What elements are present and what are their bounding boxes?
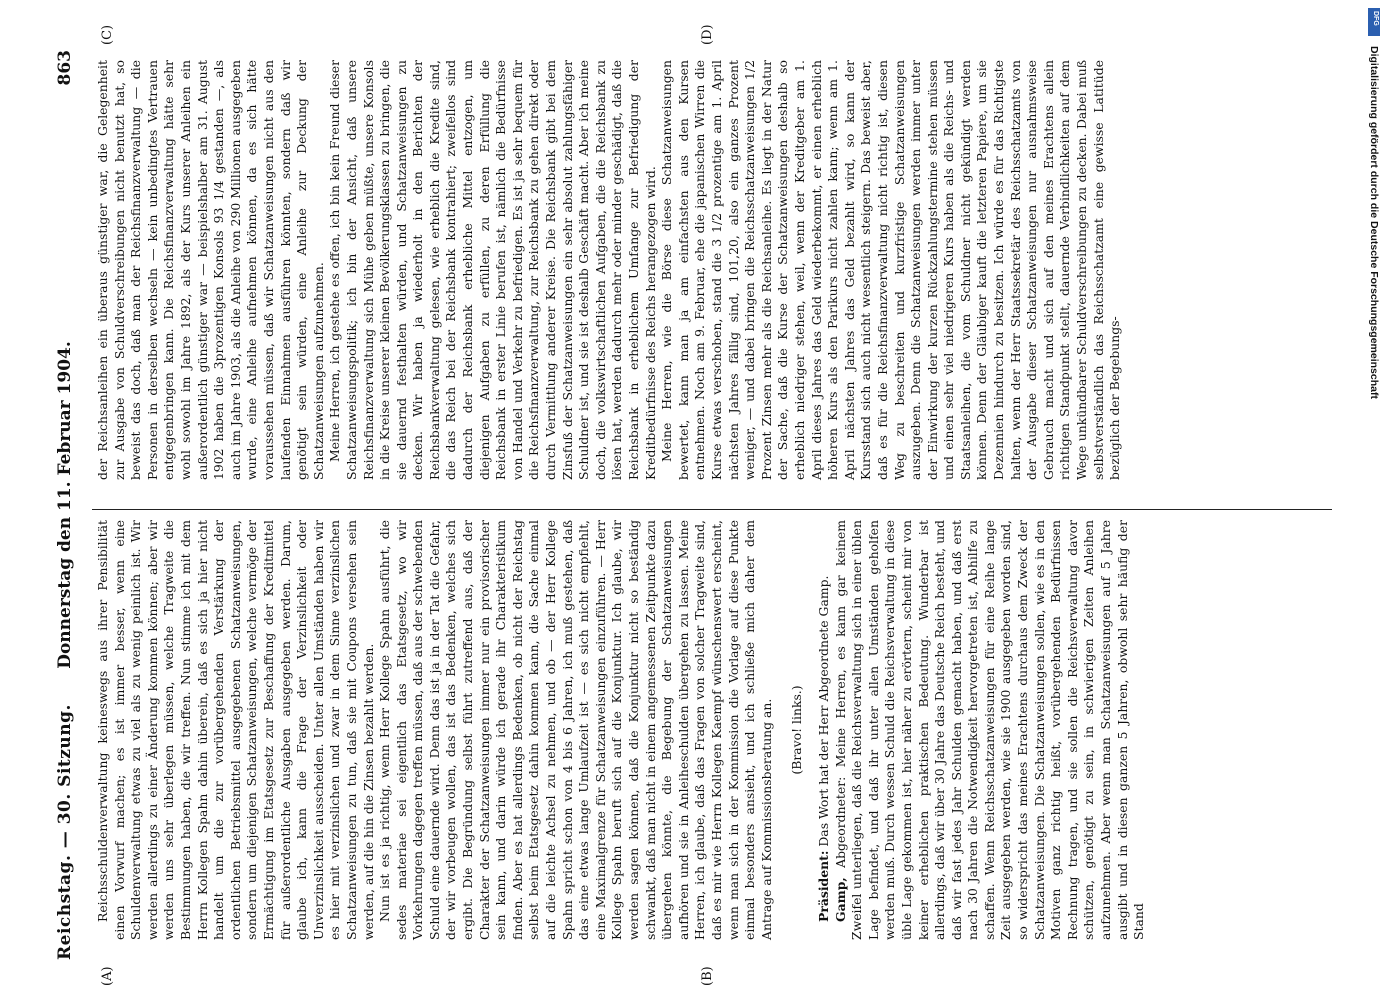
president-label: Präsident:: [815, 850, 831, 922]
header-date: Donnerstag den 11. Februar 1904.: [55, 341, 75, 669]
credit-text: Digitalisierung gefördert durch die Deutsche Forschungsgemeinschaft: [1368, 46, 1380, 399]
paragraph: der Reichsanleihen ein überaus günstiger war, die Gelegenheit zur Ausgabe von Schuldverschreibungen nicht benutzt hat, so beweist das doch, daß man der Reichsfinanzverwaltung — die Personen in derselben wechseln — kein unbedingtes Vertrauen entgegenbringen kann. Die Reichsfinanzverwaltung hätte sehr wohl sowohl im Jahre 1892, als der Kurs unserer Anleihen ein außerordentlich günstiger war — beispielshalber am 31. August 1902 haben die 3prozentigen Konsols 93 1/4 gestanden —, als auch im Jahre 1903, als die Anleihe von 290 Millionen ausgegeben wurde, eine Anleihe aufnehmen können, da es sich hätte voraussehen müssen, daß wir Schatzanweisungen nicht aus den laufenden Einnahmen ausführen könnten, sondern daß wir genötigt sein würden, eine Anleihe zur Deckung der Schatzanweisungen aufzunehmen.: [95, 60, 326, 480]
applause-note: (Bravo! links.): [789, 685, 805, 775]
paragraph: Meine Herren, ich gestehe es offen, ich bin kein Freund dieser Schatzanweisungspolitik; ich bin der Ansicht, daß unsere Reichsfinanzverwaltung sich Mühe geben müßte, unsere Konsols in die Kreise unserer kleinen Bevölkerungsklassen zu bringen, die sie dauernd festhalten würden, und Schatzanweisungen zu decken. Wir haben ja wiederholt in den Berichten der Reichsbankverwaltung gelesen, wie erheblich die Kredite sind, die das Reich bei der Reichsbank kontrahiert; zweifellos sind dadurch der Reichsbank erhebliche Mittel entzogen, um diejenigen Aufgaben zu erfüllen, zu deren Erfüllung die Reichsbank in erster Linie berufen ist, nämlich die Bedürfnisse von Handel und Verkehr zu befriedigen. Es ist ja sehr bequem für die Reichsfinanzverwaltung, zur Reichsbank zu gehen direkt oder durch Vermittlung anderer Kreise. Die Reichsbank gibt bei dem Zinsfuß der Schatzanweisungen ein sehr absolut zahlungsfähiger Schuldner ist, und sie ist deshalb Geschäft macht. Aber ich meine doch, die volkswirtschaftlichen Aufgaben, die die Reichsbank zu lösen hat, werden dadurch mehr oder minder geschädigt, daß die Reichsbank in erheblichem Umfange zur Befriedigung der Kreditbedürfnisse des Reichs herangezogen wird.: [327, 60, 658, 480]
column-left: [95, 520, 1148, 940]
speaker-text: Abgeordneter: Meine Herren, es kann gar keinem Zweifel unterliegen, daß die Reichsverwaltung sich in einer üblen Lage befindet, und daß ihr unter allen Umständen geholfen werden muß. Durch wessen Schuld die Reichsverwaltung in diese üble Lage gekommen ist, hier näher zu erörtern, scheint mir von keiner erheblichen praktischen Bedeutung. Wunderbar ist allerdings, daß wir über 30 Jahre das Deutsche Reich besteht, und daß wir fast jedes Jahr Schulden gemacht haben, und daß erst nach 30 Jahren die Notwendigkeit hervorgetreten ist, Abhilfe zu schaffen. Wenn Reichsschatzanweisungen für eine Reihe lange Zeit ausgegeben werden, wie sie 1900 ausgegeben worden sind, so widerspricht das meines Erachtens durchaus dem Zweck der Schatzanweisungen. Die Schatzanweisungen sollen, wie es in den Motiven ganz richtig heißt, vorübergehenden Bedürfnissen Rechnung tragen, und sie sollen die Reichsverwaltung davor schützen, genötigt zu sein, in schwierigen Zeiten Anleihen aufzunehmen. Aber wenn man Schatzanweisungen auf 5 Jahre ausgibt und in diesen ganzen 5 Jahren, obwohl sehr häufig der Stand: [832, 520, 1147, 940]
speaker-label: Gamp,: [832, 877, 848, 922]
margin-marker-d: (D): [700, 24, 715, 45]
page-number: 863: [55, 50, 75, 86]
president-text: Das Wort hat der Herr Abgeordnete Gamp.: [815, 575, 831, 847]
paragraph: Meine Herren, wie die Börse diese Schatzanweisungen bewertet, kann man ja am einfachsten aus den Kursen entnehmen. Noch am 9. Februar, ehe die japanischen Wirren die Kurse etwas verschoben, stand die 3 1/2 prozentige am 1. April nächsten Jahres fällig sind, 101,20, also ein ganzes Prozent weniger, — und dabei bringen die Reichsschatzanweisungen 1/2 Prozent Zinsen mehr als die Reichsanleihe. Es liegt in der Natur der Sache, daß die Kurse der Schatzanweisungen deshalb so erheblich niedriger stehen, weil, wenn der Kreditgeber am 1. April dieses Jahres das Geld wiederbekommt, er einen erheblich höheren Kurs als den Parikurs nicht zahlen kann; wenn am 1. April nächsten Jahres das Geld bezahlt wird, so kann der Kursstand sich auch nicht wesentlich steigern. Das beweist aber, daß es für die Reichsfinanzverwaltung nicht richtig ist, diesen Weg zu beschreiten und kurzfristige Schatzanweisungen auszugeben. Denn die Schatzanweisungen werden immer unter der Einwirkung der kurzen Rückzahlungstermine stehen müssen und einen sehr viel niedrigeren Kurs haben als die Reichs- und Staatsanleihen, die vom Schuldner nicht gekündigt werden können. Denn der Gläubiger kauft die letzteren Papiere, um sie Dezennien hindurch zu besitzen. Ich würde es für das Richtigste halten, wenn der Herr Staatssekretär des Reichsschatzamts von der Ausgabe dieser Schatzanweisungen nur ausnahmsweise Gebrauch macht und sich auf den meines Erachtens allein richtigen Standpunkt stellt, dauernde Verbindlichkeiten auf dem Wege unkündbarer Schuldverschreibungen zu decken. Dabei muß selbstverständlich das Reichsschatzamt eine gewisse Latitüde bezüglich der Begebungs-: [659, 60, 1123, 480]
margin-marker-a: (A): [100, 966, 115, 986]
column-divider: [92, 509, 1332, 510]
header-session: Reichstag. — 30. Sitzung.: [55, 704, 75, 960]
president-line: [816, 520, 833, 940]
margin-marker-b: (B): [700, 966, 715, 986]
column-right: [95, 60, 1124, 480]
dfg-logo-text: DFG: [1372, 11, 1379, 26]
digitization-credit: [1366, 6, 1380, 726]
paragraph: Reichsschuldenverwaltung keineswegs aus ihrer Pensibilität einen Vorwurf machen; es ist immer besser, wenn eine Schuldenverwaltung etwas zu viel als zu wenig peinlich ist. Wir werden allerdings zu einer Änderung kommen können; aber wir werden uns sehr überlegen müssen, welche Tragweite die Bestimmungen haben, die wir treffen. Nun stimme ich mit dem Herrn Kollegen Spahn dahin überein, daß es sich ja hier nicht handelt um die zur vorübergehenden Verstärkung der ordentlichen Betriebsmittel ausgegebenen Schatzanweisungen, sondern um diejenigen Schatzanweisungen, welche vermöge der Ermächtigung im Etatsgesetz zur Beschaffung der Kreditmittel für außerordentliche Ausgaben ausgegeben werden. Darum, glaube ich, kann die Frage der Verzinslichkeit oder Unverzinslichkeit ausscheiden. Unter allen Umständen haben wir es hier mit verzinslichen und zwar in dem Sinne verzinslichen Schatzanweisungen zu tun, daß sie mit Coupons versehen sein werden, auf die hin die Zinsen bezahlt werden.: [95, 520, 376, 940]
speaker-paragraph: [833, 520, 1148, 940]
page-header: [55, 50, 85, 960]
paragraph: Nun ist es ja richtig, wenn Herr Kollege Spahn ausführt, die sedes materiae sei eigentlich das Etatsgesetz, wo wir Vorkehrungen dagegen treffen müssen, daß aus der schwebenden Schuld eine dauernde wird. Denn das ist ja in der Tat die Gefahr, der wir vorbeugen wollen, das ist das Bedenken, welches sich ergibt. Die Begründung selbst führt zutreffend aus, daß der Charakter der Schatzanweisungen immer nur ein provisorischer sein kann, und darin würde ich gerade ihr Charakteristikum finden. Aber es hat allerdings Bedenken, ob nicht der Reichstag selbst beim Etatsgesetz dahin kommen kann, die Sache einmal auf die leichte Achsel zu nehmen, und ob — der Herr Kollege Spahn spricht schon von 4 bis 6 Jahren, ich muß gestehen, daß das eine etwas lange Umlaufzeit ist — es sich nicht empfiehlt, eine Maximalgrenze für Schatzanweisungen einzuführen. — Herr Kollege Spahn beruft sich auf die Konjunktur. Ich glaube, wir werden sagen können, daß die Konjunktur nicht so beständig schwankt, daß man nicht in einem angemessenen Zeitpunkte dazu übergehen könnte, die Begebung der Schatzanweisungen aufhören und sie in Anleiheschulden übergehen zu lassen. Meine Herren, ich glaube, daß das Fragen von solcher Tragweite sind, daß es mir wie Herrn Kollegen Kaempf wünschenswert erscheint, wenn man sich in der Kommission die Vorlage auf diese Punkte einmal besonders ansieht, und ich schließe mich daher dem Antrage auf Kommissionsberatung an.: [377, 520, 774, 940]
margin-marker-c: (C): [100, 24, 115, 45]
